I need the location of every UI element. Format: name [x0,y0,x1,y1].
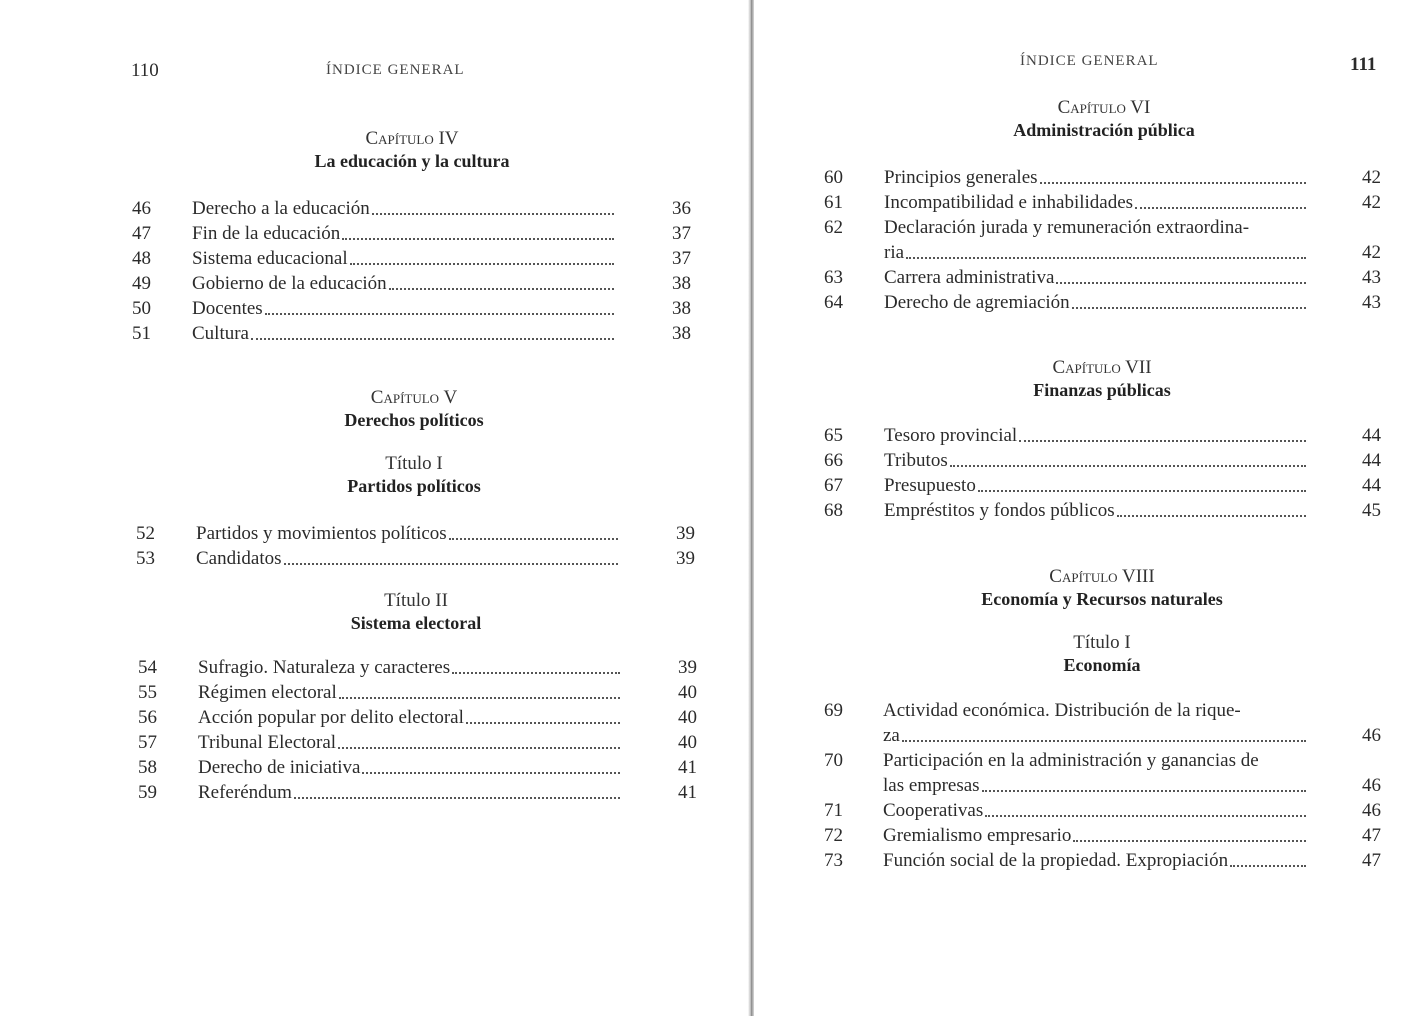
entry-number: 59 [138,782,157,803]
entry-line [884,423,1308,448]
entry-title: Carrera administrativa [884,267,1055,288]
dot-leader [466,722,620,724]
chapter-title: Administración pública [1013,120,1195,140]
entry-line [883,823,1308,848]
toc-entry [136,546,706,571]
section-title: Sistema electoral [350,613,482,633]
entry-title-continuation: las empresas [883,775,980,796]
entry-page: 40 [678,682,697,703]
toc-entry [138,730,708,755]
entry-title: Sistema educacional [192,248,348,269]
entry-title-continued [883,723,1308,748]
entry-page: 45 [1362,500,1381,521]
entry-line [198,755,622,780]
dot-leader [338,747,620,749]
entry-page: 42 [1362,192,1381,213]
entry-number: 67 [824,475,843,496]
entry-page: 43 [1362,267,1381,288]
entry-title-continued [883,773,1308,798]
toc-entry [824,473,1392,498]
entry-title: Partidos y movimientos políticos [196,523,447,544]
entry-title: Participación en la administración y ganancias de [883,750,1259,771]
section-heading [952,632,1252,676]
page-number: 110 [131,60,159,81]
chapter-heading [262,128,562,172]
section-heading [264,453,564,497]
entry-line [884,165,1308,190]
dot-leader [350,263,614,265]
entry-title: Derecho de iniciativa [198,757,361,778]
entry-number: 56 [138,707,157,728]
entry-page: 37 [672,223,691,244]
dot-leader [1117,515,1306,517]
toc-entry [824,748,1392,798]
entry-title: Presupuesto [884,475,976,496]
entry-number: 50 [132,298,151,319]
toc-entry [824,290,1392,315]
entry-page: 46 [1362,775,1381,796]
toc-entry [132,321,702,346]
entry-title: Docentes [192,298,263,319]
entry-number: 66 [824,450,843,471]
entry-line [196,546,620,571]
entry-title: Cooperativas [883,800,984,821]
dot-leader [372,213,614,215]
toc-entry [824,498,1392,523]
entry-line [192,296,616,321]
dot-leader [449,538,618,540]
entry-title: Derecho a la educación [192,198,370,219]
entry-line [198,680,622,705]
entry-page: 37 [672,248,691,269]
dot-leader [906,257,1306,259]
entry-number: 49 [132,273,151,294]
entry-line [198,730,622,755]
chapter-title: Finanzas públicas [1033,380,1171,400]
running-head: ÍNDICE GENERAL [1020,53,1159,69]
entry-line [198,780,622,805]
entry-number: 63 [824,267,843,288]
chapter-label: Capítulo IV [365,128,459,149]
toc-entry [824,448,1392,473]
dot-leader [452,672,620,674]
entry-number: 58 [138,757,157,778]
entry-line [192,271,616,296]
toc-entry [138,655,708,680]
entry-title: Tribunal Electoral [198,732,337,753]
entry-title-continued [884,240,1308,265]
entry-title: Empréstitos y fondos públicos [884,500,1115,521]
entry-number: 57 [138,732,157,753]
entry-line [196,521,620,546]
entry-line [884,473,1308,498]
entry-page: 38 [672,323,691,344]
entry-number: 71 [824,800,843,821]
toc-entry [132,296,702,321]
entry-title: Gobierno de la educación [192,273,387,294]
entry-title: Actividad económica. Distribución de la rique- [883,700,1241,721]
entry-line [192,321,616,346]
entry-number: 55 [138,682,157,703]
entry-title: Declaración jurada y remuneración extraordina- [884,217,1250,238]
page-number: 111 [1350,54,1377,75]
dot-leader [1073,840,1306,842]
chapter-label: Capítulo V [370,387,458,408]
entry-number: 62 [824,217,843,238]
chapter-title: Derechos políticos [344,410,484,430]
dot-leader [902,740,1306,742]
entry-title: Régimen electoral [198,682,337,703]
entry-page: 41 [678,782,697,803]
section-label: Título I [1073,632,1131,653]
entry-number: 61 [824,192,843,213]
toc-entry [824,823,1392,848]
entry-number: 60 [824,167,843,188]
entry-page: 41 [678,757,697,778]
entry-line [883,848,1308,873]
chapter-heading [264,387,564,431]
toc-entry [824,798,1392,823]
toc-entry [824,190,1392,215]
entry-page: 47 [1362,825,1381,846]
entry-title: Incompatibilidad e inhabilidades [884,192,1134,213]
dot-leader [982,790,1306,792]
entry-page: 46 [1362,725,1381,746]
chapter-heading [932,566,1272,610]
dot-leader [342,238,614,240]
entry-number: 47 [132,223,151,244]
entry-number: 46 [132,198,151,219]
entry-page: 38 [672,298,691,319]
dot-leader [284,563,619,565]
entry-page: 43 [1362,292,1381,313]
entry-title: Referéndum [198,782,292,803]
chapter-label: Capítulo VII [1052,357,1152,378]
entry-line [883,798,1308,823]
toc-entry [824,265,1392,290]
entry-line [884,290,1308,315]
entry-title: Principios generales [884,167,1038,188]
entry-title: Tributos [884,450,948,471]
section-heading [266,590,566,634]
entry-line [198,705,622,730]
dot-leader [950,465,1306,467]
toc-entry [132,221,702,246]
dot-leader [389,288,614,290]
entry-number: 65 [824,425,843,446]
dot-leader [1135,207,1306,209]
entry-title-continuation: ria [884,242,905,263]
entry-title: Tesoro provincial [884,425,1018,446]
entry-page: 42 [1362,242,1381,263]
toc-entry [138,755,708,780]
entry-page: 46 [1362,800,1381,821]
chapter-label: Capítulo VI [1057,97,1151,118]
dot-leader [1019,440,1306,442]
entry-number: 70 [824,750,843,771]
right-page [754,0,1413,1016]
dot-leader [985,815,1306,817]
chapter-heading [952,357,1252,401]
dot-leader [251,338,614,340]
toc-entry [136,521,706,546]
entry-title: Acción popular por delito electoral [198,707,464,728]
entry-number: 69 [824,700,843,721]
toc-entry [138,705,708,730]
entry-page: 44 [1362,425,1381,446]
entry-line [198,655,622,680]
entry-page: 47 [1362,850,1381,871]
entry-line [884,498,1308,523]
running-head: ÍNDICE GENERAL [326,62,465,78]
entry-number: 73 [824,850,843,871]
entry-number: 64 [824,292,843,313]
entry-title: Fin de la educación [192,223,341,244]
entry-title: Derecho de agremiación [884,292,1070,313]
section-label: Título I [385,453,443,474]
entry-number: 51 [132,323,151,344]
entry-title-continuation: za [883,725,900,746]
toc-entry [132,196,702,221]
dot-leader [362,772,620,774]
toc-entry [824,215,1392,265]
entry-number: 54 [138,657,157,678]
toc-entry [138,780,708,805]
entry-page: 39 [678,657,697,678]
toc-entry [824,698,1392,748]
entry-title: Candidatos [196,548,282,569]
entry-number: 72 [824,825,843,846]
chapter-title: Economía y Recursos naturales [981,589,1223,609]
entry-number: 52 [136,523,155,544]
toc-entry [132,271,702,296]
toc-entry [824,423,1392,448]
toc-entry [138,680,708,705]
entry-page: 40 [678,732,697,753]
entry-page: 42 [1362,167,1381,188]
chapter-title: La educación y la cultura [314,151,510,171]
entry-title: Cultura [192,323,249,344]
section-title: Partidos políticos [347,476,481,496]
entry-page: 38 [672,273,691,294]
entry-page: 39 [676,548,695,569]
entry-page: 44 [1362,450,1381,471]
entry-page: 39 [676,523,695,544]
dot-leader [294,797,620,799]
chapter-heading [954,97,1254,141]
entry-line [884,265,1308,290]
entry-line [192,246,616,271]
entry-title: Gremialismo empresario [883,825,1072,846]
entry-title: Sufragio. Naturaleza y caracteres [198,657,451,678]
entry-line [192,221,616,246]
dot-leader [265,313,614,315]
toc-entry [824,165,1392,190]
section-label: Título II [384,590,448,611]
dot-leader [1040,182,1306,184]
entry-number: 48 [132,248,151,269]
entry-page: 36 [672,198,691,219]
entry-page: 44 [1362,475,1381,496]
dot-leader [1056,282,1306,284]
entry-page: 40 [678,707,697,728]
entry-line [884,190,1308,215]
dot-leader [978,490,1306,492]
section-title: Economía [1063,655,1141,675]
entry-line [884,448,1308,473]
dot-leader [1072,307,1306,309]
dot-leader [1230,865,1306,867]
toc-entry [132,246,702,271]
toc-entry [824,848,1392,873]
entry-number: 68 [824,500,843,521]
entry-line [192,196,616,221]
chapter-label: Capítulo VIII [1049,566,1155,587]
entry-number: 53 [136,548,155,569]
dot-leader [339,697,620,699]
entry-title: Función social de la propiedad. Expropiación [883,850,1229,871]
